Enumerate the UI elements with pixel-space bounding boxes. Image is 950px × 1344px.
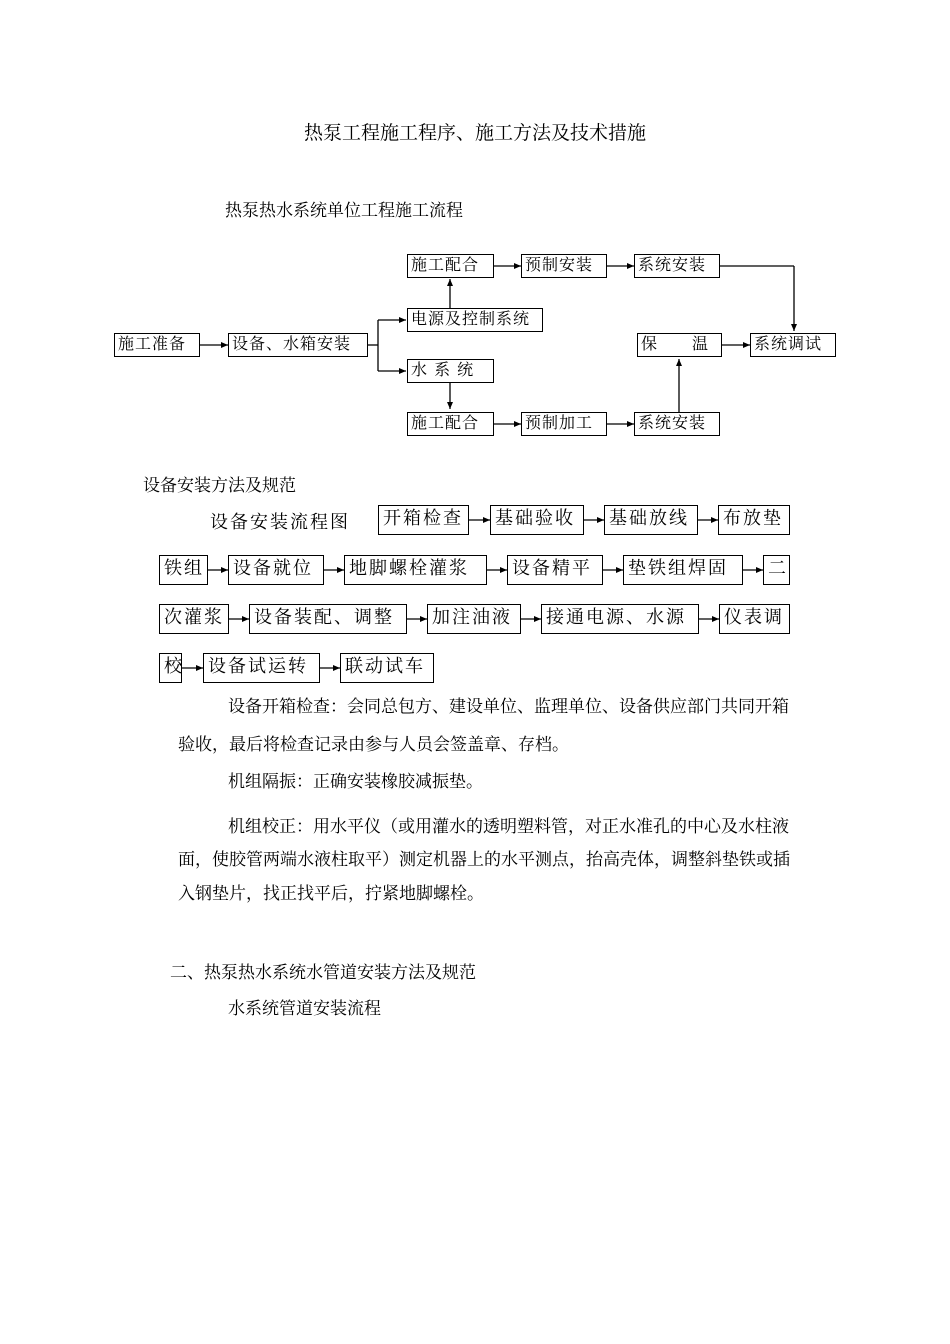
flow1-box-install: 设备、水箱安装 bbox=[228, 333, 368, 357]
flow2-step: 联动试车 bbox=[340, 653, 434, 683]
flow2-step: 设备精平 bbox=[507, 555, 603, 585]
flow2-step: 地脚螺栓灌浆 bbox=[344, 555, 487, 585]
section3-heading: 二、热泵热水系统水管道安装方法及规范 bbox=[170, 963, 476, 983]
flow1-box-prefab-top: 预制安装 bbox=[521, 254, 607, 278]
paragraph-line: 入钢垫片，找正找平后，拧紧地脚螺栓。 bbox=[178, 884, 484, 904]
flow1-box-sys-top: 系统安装 bbox=[634, 254, 720, 278]
flow2-step: 校 bbox=[159, 653, 182, 683]
flow2-step: 布放垫 bbox=[718, 505, 790, 535]
paragraph-line: 机组校正：用水平仪（或用灌水的透明塑料管，对正水准孔的中心及水柱液 bbox=[228, 817, 789, 837]
section3-subheading: 水系统管道安装流程 bbox=[228, 999, 381, 1019]
flow1-box-prefab-bot: 预制加工 bbox=[521, 412, 607, 436]
flow2-step: 设备试运转 bbox=[203, 653, 320, 683]
paragraph-line: 设备开箱检查：会同总包方、建设单位、监理单位、设备供应部门共同开箱 bbox=[228, 697, 789, 717]
flow2-step: 基础验收 bbox=[490, 505, 584, 535]
flow2-step: 仪表调 bbox=[719, 604, 790, 634]
page-title: 热泵工程施工程序、施工方法及技术措施 bbox=[303, 122, 646, 144]
flow2-step: 开箱检查 bbox=[378, 505, 469, 535]
flow1-box-insulation: 保 温 bbox=[637, 333, 722, 357]
flow2-step: 二 bbox=[763, 555, 790, 585]
flow2-step: 设备装配、调整 bbox=[249, 604, 407, 634]
paragraph-line: 机组隔振：正确安装橡胶减振垫。 bbox=[228, 772, 483, 792]
flow2-step: 次灌浆 bbox=[159, 604, 229, 634]
flow2-step: 铁组 bbox=[159, 555, 208, 585]
flow1-box-debug: 系统调试 bbox=[750, 333, 836, 357]
flow1-box-coop-bot: 施工配合 bbox=[407, 412, 494, 436]
flow2-step: 接通电源、水源 bbox=[541, 604, 699, 634]
flow1-heading: 热泵热水系统单位工程施工流程 bbox=[225, 201, 463, 221]
flow2-step: 基础放线 bbox=[604, 505, 698, 535]
flow2-step: 设备就位 bbox=[228, 555, 324, 585]
flow1-box-power: 电源及控制系统 bbox=[407, 308, 543, 332]
flow1-box-sys-bot: 系统安装 bbox=[634, 412, 720, 436]
flow2-label: 设备安装流程图 bbox=[210, 512, 350, 533]
flow2-step: 加注油液 bbox=[427, 604, 521, 634]
section2-heading: 设备安装方法及规范 bbox=[143, 476, 296, 496]
flow2-step: 垫铁组焊固 bbox=[623, 555, 743, 585]
paragraph-line: 验收，最后将检查记录由参与人员会签盖章、存档。 bbox=[178, 735, 569, 755]
flow1-box-water: 水 系 统 bbox=[407, 359, 494, 383]
paragraph-line: 面，使胶管两端水液柱取平）测定机器上的水平测点，抬高壳体，调整斜垫铁或插 bbox=[178, 850, 790, 870]
flow1-box-coop-top: 施工配合 bbox=[407, 254, 494, 278]
flow1-box-prep: 施工准备 bbox=[114, 333, 200, 357]
